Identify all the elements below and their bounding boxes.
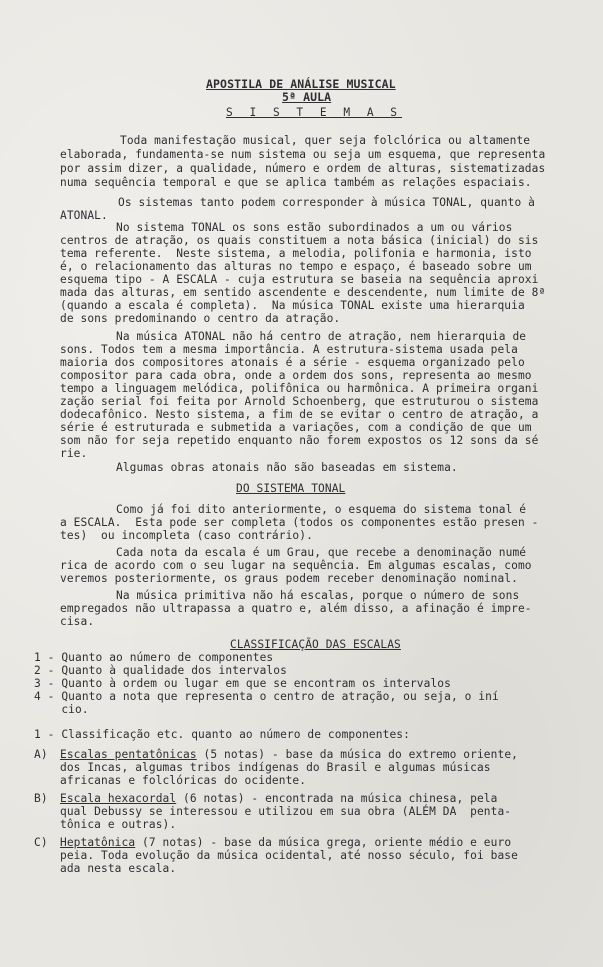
paragraph-line: ATONAL.: [60, 209, 108, 222]
tonal-line: No sistema TONAL os sons estão subordinados a um ou vários: [116, 221, 513, 234]
escala-pentatonica-line: africanas e folclóricas do ocidente.: [60, 774, 307, 787]
classification-item: 4 - Quanto a nota que representa o centro de atração, ou seja, o iní: [34, 690, 499, 703]
item-label-b: B): [34, 792, 48, 805]
grau-line: veremos posteriormente, os graus podem receber denominação nominal.: [60, 572, 518, 585]
section-heading-classificacao: CLASSIFICAÇÃO DAS ESCALAS: [230, 638, 401, 651]
atonal-line: tempo a linguagem melódica, polifônica ou harmônica. A primeira organi: [60, 382, 539, 395]
atonal-line: maioria dos compositores atonais é a série - esquema organizado pelo: [60, 356, 525, 369]
atonal-line: zação serial foi feita por Arnold Schoenberg, que estruturou o sistema: [60, 395, 539, 408]
escala-hexacordal-line: Escala hexacordal (6 notas) - encontrada na música chinesa, pela: [60, 792, 498, 805]
atonal-line: série é estruturada e submetida a variações, com a condição de que um: [60, 421, 532, 434]
escala-heptatonica-line: peia. Toda evolução da música ocidental, até nosso século, foi base: [60, 849, 518, 862]
escala-hexacordal-line: tônica e outras).: [60, 818, 177, 831]
section-heading-do-sistema-tonal: DO SISTEMA TONAL: [236, 482, 346, 495]
term-heptatonica: Heptatônica: [60, 836, 136, 849]
atonal-line: Na música ATONAL não há centro de atração, nem hierarquia de: [116, 330, 527, 343]
intro-line: por assim dizer, a qualidade, número e ordem de alturas, sistematizadas: [60, 162, 546, 175]
item-label-c: C): [34, 836, 48, 849]
classification-item: 2 - Quanto à qualidade dos intervalos: [34, 664, 287, 677]
tonal-line: tema referente. Neste sistema, a melodia, polifonia e harmonia, isto: [60, 247, 532, 260]
intro-line: numa sequência temporal e que se aplica também as relações espaciais.: [60, 176, 532, 189]
term-pentatonicas: Escalas pentatônicas: [60, 748, 197, 761]
grau-line: rica de acordo com o seu lugar na sequência. Em algumas escalas, como: [60, 559, 532, 572]
tonal-line: esquema tipo - A ESCALA - cuja estrutura se baseia na sequência aproxi: [60, 273, 539, 286]
tonal-scale-line: tes) ou incompleta (caso contrário).: [60, 529, 313, 542]
lesson-number: 5ª AULA: [282, 90, 332, 104]
escala-hexacordal-line: qual Debussy se interessou e utilizou em sua obra (ALÉM DA penta-: [60, 805, 512, 818]
page-title: APOSTILA DE ANÁLISE MUSICAL: [206, 77, 396, 91]
atonal-line: som não for seja repetido enquanto não forem expostos os 12 sons da sé: [60, 434, 539, 447]
atonal-note: Algumas obras atonais não são baseadas em sistema.: [116, 461, 458, 474]
grau-line: Cada nota da escala é um Grau, que recebe a denominação numé: [116, 546, 527, 559]
section-heading-sistemas: S I S T E M A S: [226, 106, 403, 119]
escala-heptatonica-line: Heptatônica (7 notas) - base da música grega, oriente médio e euro: [60, 836, 512, 849]
atonal-line: compositor para cada obra, onde a ordem dos sons, representa ao mesmo: [60, 369, 532, 382]
escala-pentatonica-line: Escalas pentatônicas (5 notas) - base da música do extremo oriente,: [60, 748, 518, 761]
tonal-scale-line: Como já foi dito anteriormente, o esquema do sistema tonal é: [116, 503, 527, 516]
atonal-line: rie.: [60, 447, 88, 460]
paragraph-line: Os sistemas tanto podem corresponder à música TONAL, quanto à: [118, 196, 535, 209]
item-label-a: A): [34, 748, 48, 761]
atonal-line: dodecafônico. Nesto sistema, a fim de se evitar o centro de atração, a: [60, 408, 539, 421]
tonal-scale-line: a ESCALA. Esta pode ser completa (todos os componentes estão presen -: [60, 516, 539, 529]
atonal-line: sons. Todos tem a mesma importância. A estrutura-sistema usada pela: [60, 343, 518, 356]
subsection-heading-numero: 1 - Classificação etc. quanto ao número de componentes:: [34, 728, 410, 741]
primitiva-line: empregados não ultrapassa a quatro e, além disso, a afinação é impre-: [60, 602, 532, 615]
tonal-line: mada das alturas, em sentido ascendente e descendente, num limite de 8ª: [60, 286, 546, 299]
primitiva-line: cisa.: [60, 615, 95, 628]
classification-item: 1 - Quanto ao número de componentes: [34, 651, 274, 664]
escala-heptatonica-line: ada nesta escala.: [60, 862, 177, 875]
intro-line: Toda manifestação musical, quer seja folclórica ou altamente: [120, 134, 531, 147]
tonal-line: (quando a escala é completa). Na música TONAL existe uma hierarquia: [60, 299, 525, 312]
primitiva-line: Na música primitiva não há escalas, porque o número de sons: [116, 589, 520, 602]
term-hexacordal: Escala hexacordal: [60, 792, 177, 805]
tonal-line: é, o relacionamento das alturas no tempo e espaço, é baseado sobre um: [60, 260, 532, 273]
classification-item: cio.: [34, 703, 89, 716]
classification-item: 3 - Quanto à ordem ou lugar em que se encontram os intervalos: [34, 677, 451, 690]
intro-line: elaborada, fundamenta-se num sistema ou seja um esquema, que representa: [60, 148, 546, 161]
tonal-line: de sons predominando o centro da atração.: [60, 312, 341, 325]
tonal-line: centros de atração, os quais constituem a nota básica (inicial) do sis: [60, 234, 539, 247]
escala-pentatonica-line: dos Incas, algumas tribos indígenas do Brasil e algumas músicas: [60, 761, 491, 774]
